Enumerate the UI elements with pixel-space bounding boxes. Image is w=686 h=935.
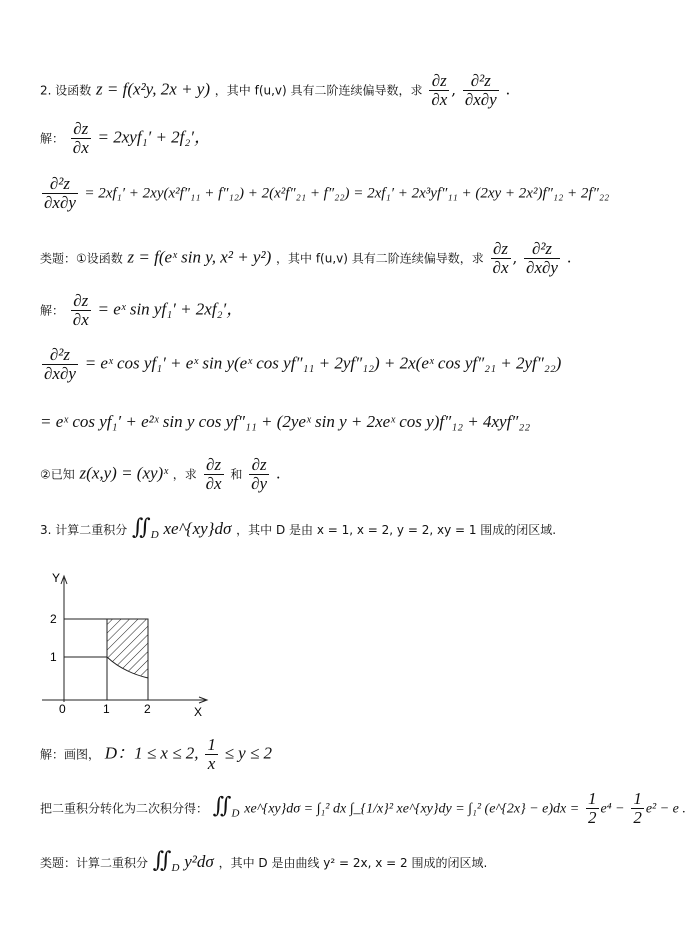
x-tick-2: 2 — [144, 702, 151, 716]
solution-2-mixed-derivative: $\frac{\text{∂²z}}{\partial x\partial y}$ = 2xf₁′ + 2xy(x²f″₁₁ + f″₁₂) + 2(x²f″₂₁ + f″₂₂) = 2xf₁′ + 2x³yf″₁₁ + (2xy + 2x²)f″₁₂ + 2f″₂₂ — [44, 174, 610, 212]
fraction: $\frac{\partial z}{\partial x}$ — [205, 455, 222, 493]
fraction: $\frac{\partial z}{\partial y}$ — [251, 455, 268, 493]
solution-s1-first-derivative: 解： $\frac{\partial z}{\partial x}$ = eˣ sin yf₁′ + 2xf₂′， — [40, 291, 244, 329]
shaded-region — [107, 619, 148, 678]
problem-3-statement: 3. 计算二重积分 $∬_D$ xe^{xy}dσ ，其中 D 是由 x = 1, x = 2, y = 2, xy = 1 围成的闭区域. — [40, 515, 557, 541]
fraction: $\frac{1}{2}$ — [633, 789, 642, 827]
fraction: $\frac{\partial z}{\partial x}$ — [72, 119, 89, 157]
double-integral-sign: ∬ — [132, 515, 151, 540]
problem-2-statement: 2. 设函数 z = f(x²y, 2x + y) ，其中 f(u,v) 具有二阶连续偏导数，求 $\frac{\partial z}{\partial x}$ , $\frac{\text{∂²z}}{\partial x\partial y}$ . — [40, 71, 511, 109]
problem-2-condition: ，其中 f(u,v) 具有二阶连续偏导数，求 — [214, 83, 423, 98]
problem-2-function: z = f(x²y, 2x + y) — [96, 79, 210, 99]
fraction: $\frac{\text{∂²z}}{\partial x\partial y}$ — [44, 174, 76, 212]
problem-2-label: 2. 设函数 — [40, 83, 92, 98]
problem-2-partial-x: $\frac{\partial z}{\partial x}$ — [431, 71, 448, 109]
solution-2-first-derivative: 解： $\frac{\partial z}{\partial x}$ = 2xyf₁′ + 2f₂′， — [40, 119, 212, 157]
region-graph — [38, 566, 218, 719]
problem-2-partial-xy: $\frac{\text{∂²z}}{\partial x\partial y}$ — [464, 71, 497, 109]
fraction: $\frac{1}{x}$ — [207, 735, 216, 773]
y-tick-2: 2 — [50, 612, 57, 626]
fraction: $\frac{\partial z}{\partial x}$ — [492, 239, 509, 277]
fraction: $\frac{\partial z}{\partial x}$ — [72, 291, 89, 329]
similar-2-statement: ②已知 z(x,y) = (xy)ˣ ，求 $\frac{\partial z}{\partial x}$ 和 $\frac{\partial z}{\partial y}$ . — [40, 455, 281, 493]
y-axis-label: Y — [52, 571, 61, 585]
similar-3-statement: 类题：计算二重积分 $∬_D$ y²dσ ，其中 D 是由曲线 y² = 2x, x = 2 围成的闭区域. — [40, 848, 488, 874]
similar-1-statement: 类题：①设函数 z = f(eˣ sin y, x² + y²) ，其中 f(u,v) 具有二阶连续偏导数，求 $\frac{\partial z}{\partial x}$ , $\frac{\text{∂²z}}{\partial x\partial y}$ . — [40, 239, 572, 277]
fraction: $\frac{\text{∂²z}}{\partial x\partial y}$ — [44, 345, 76, 383]
y-tick-1: 1 — [50, 650, 57, 664]
double-integral-sign: ∬ — [212, 793, 232, 819]
origin-label: 0 — [59, 702, 66, 716]
solution-s1-mixed-derivative: $\frac{\text{∂²z}}{\partial x\partial y}$ = eˣ cos yf₁′ + eˣ sin y(eˣ cos yf″₁₁ + 2yf″₁₂) + 2x(eˣ cos yf″₂₁ + 2yf″₂₂) — [44, 345, 562, 383]
solution-3-region: 解：画图， D：1 ≤ x ≤ 2, $\frac{1}{x}$ ≤ y ≤ 2 — [40, 735, 273, 773]
fraction: $\frac{\text{∂²z}}{\partial x\partial y}$ — [526, 239, 558, 277]
double-integral-sign: ∬ — [152, 848, 172, 873]
x-axis-label: X — [194, 705, 203, 719]
fraction: $\frac{1}{2}$ — [588, 789, 597, 827]
x-tick-1: 1 — [103, 702, 110, 716]
solution-s1-simplified: = eˣ cos yf₁′ + e²ˣ sin y cos yf″₁₁ + (2yeˣ sin y + 2xeˣ cos y)f″₁₂ + 4xyf″₂₂ — [40, 412, 531, 431]
solution-3-evaluation: 把二重积分转化为二次积分得： $∬_D$ xe^{xy}dσ = ∫₁² dx ∫_{1/x}² xe^{xy}dy = ∫₁² (e^{2x} − e)dx = $\frac{1}{2}$ e⁴ − $\frac{1}{2}$ e² − e . — [40, 789, 686, 827]
